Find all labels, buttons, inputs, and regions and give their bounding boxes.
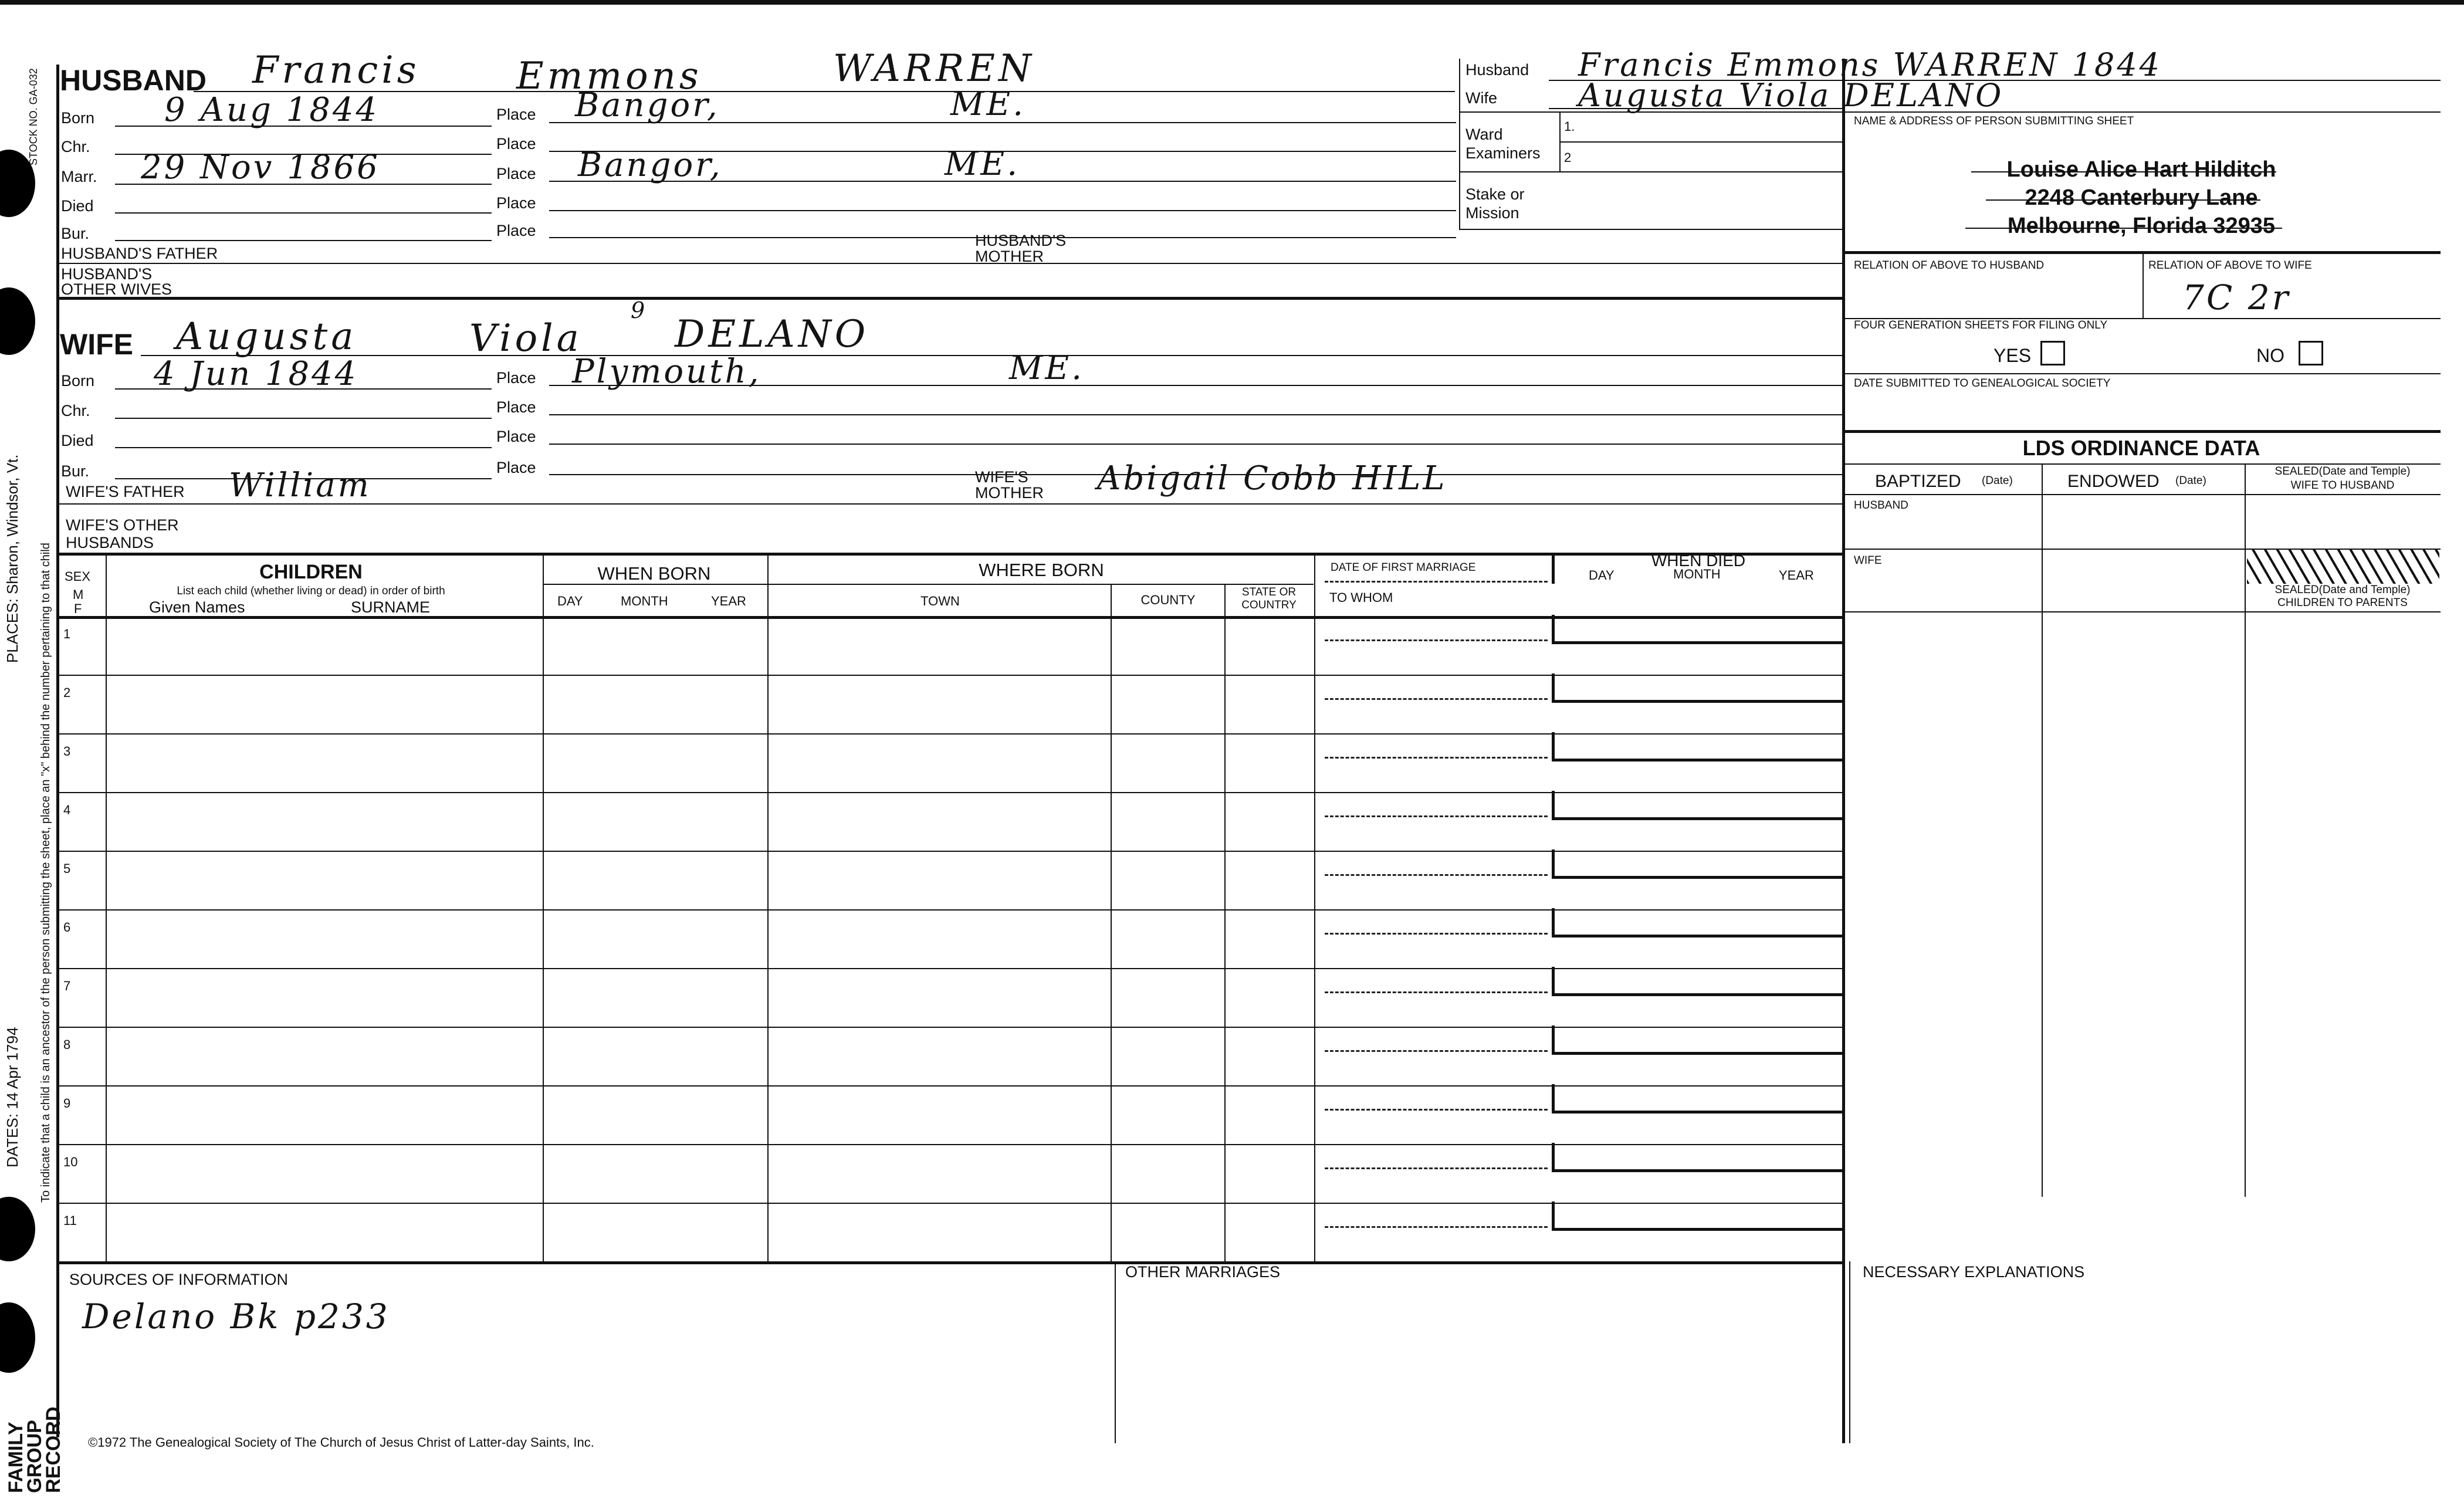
wifes-other-husbands-1: WIFE'S OTHER: [66, 516, 179, 534]
child-row-number: 3: [63, 744, 71, 759]
stake-line: [1459, 229, 1842, 230]
table-subheader-line: [543, 584, 1314, 585]
wife-born-date[interactable]: 4 Jun 1844: [154, 355, 358, 393]
header-wife-label: Wife: [1465, 89, 1497, 107]
w-father-line: [59, 503, 1842, 505]
born-year: YEAR: [711, 594, 746, 608]
child-marriage-dash: [1325, 698, 1548, 700]
lds-baptized: BAPTIZED: [1875, 472, 1961, 491]
wife-surname[interactable]: DELANO: [675, 313, 869, 356]
top-edge: [0, 0, 2464, 5]
strike-1: [1971, 171, 2276, 172]
w-chr-place-line: [549, 414, 1842, 415]
h-died-line: [115, 212, 492, 214]
husband-chr-label: Chr.: [61, 138, 90, 155]
ward-examiner-2[interactable]: 2: [1564, 150, 1572, 165]
left-border: [56, 65, 59, 1437]
wifes-father[interactable]: William: [229, 466, 371, 505]
husbands-other-wives-2: OTHER WIVES: [61, 280, 172, 298]
sex-label: SEX: [65, 569, 91, 584]
child-marriage-dash: [1325, 933, 1548, 935]
husband-marr-place[interactable]: Bangor,: [578, 146, 723, 184]
child-row-number: 6: [63, 920, 71, 935]
child-marriage-dash: [1325, 1226, 1548, 1228]
sex-f: F: [74, 601, 82, 616]
record-title-1: FAMILY: [5, 1421, 27, 1493]
lds-wife-line: [1842, 611, 2441, 612]
table-bottom: [57, 1261, 1843, 1264]
h-died-place-line: [549, 210, 1456, 211]
wifes-mother-label-2: MOTHER: [975, 484, 1044, 502]
col-county-right: [1224, 584, 1226, 1261]
child-died-bracket[interactable]: [1552, 732, 1842, 761]
h-bur-line: [115, 240, 492, 241]
county-label: COUNTY: [1140, 593, 1196, 607]
child-marriage-dash: [1325, 1109, 1548, 1111]
ward-label-2: Examiners: [1465, 144, 1541, 162]
record-title-2: GROUP: [23, 1420, 46, 1493]
child-row-number: 1: [63, 627, 71, 641]
header-wife-value[interactable]: Augusta Viola DELANO: [1578, 77, 2004, 114]
died-month: MONTH: [1673, 567, 1721, 581]
wifes-other-husbands-2: HUSBANDS: [66, 534, 154, 551]
husbands-other-wives-1: HUSBAND'S: [61, 265, 153, 283]
child-marriage-dash: [1325, 991, 1548, 993]
yes-label: YES: [1993, 345, 2032, 366]
lds-header-line: [1842, 494, 2441, 495]
lds-title-line: [1842, 463, 2441, 465]
lds-sealed-2: WIFE TO HUSBAND: [2290, 479, 2395, 492]
lds-sealed-1: SEALED(Date and Temple): [2275, 465, 2411, 478]
child-row-number: 10: [63, 1155, 78, 1169]
w-bur-place-label: Place: [496, 459, 536, 476]
col-born-right: [767, 554, 769, 1261]
col-sex: [106, 554, 107, 1261]
wife-name-line: [141, 355, 1842, 356]
ward-examiner-1[interactable]: 1.: [1564, 119, 1575, 134]
submitter-bottom: [1842, 251, 2441, 254]
children-subheading: List each child (whether living or dead) in order of birth: [177, 585, 445, 597]
four-gen-bottom: [1842, 373, 2441, 374]
stock-number: STOCK NO. GA-032: [28, 68, 39, 165]
given-names-label: Given Names: [149, 598, 245, 616]
child-died-bracket[interactable]: [1552, 791, 1842, 820]
to-whom-label: TO WHOM: [1329, 590, 1393, 605]
husband-born-state[interactable]: ME.: [950, 85, 1026, 123]
col-born-left: [543, 554, 544, 1261]
w-born-place-label: Place: [496, 369, 536, 387]
strike-3: [1965, 228, 2282, 229]
right-panel-top: [1842, 111, 2441, 113]
yes-checkbox[interactable]: [2040, 341, 2065, 365]
wife-born-place[interactable]: Plymouth,: [572, 353, 761, 391]
husband-marr-label: Marr.: [61, 168, 97, 185]
h-father-line: [59, 263, 1842, 264]
lds-sealed-children-2: CHILDREN TO PARENTS: [2277, 597, 2408, 609]
relation-divider: [2143, 252, 2144, 318]
ward-line-1: [1559, 141, 1842, 143]
child-died-bracket[interactable]: [1552, 1025, 1842, 1055]
wife-chr-label: Chr.: [61, 402, 90, 419]
husband-bur-label: Bur.: [61, 225, 90, 242]
town-label: TOWN: [920, 594, 960, 608]
other-marriages-label: OTHER MARRIAGES: [1125, 1263, 1281, 1281]
where-born-heading: WHERE BORN: [979, 560, 1104, 580]
when-died-heading: WHEN DIED: [1651, 551, 1746, 570]
surname-label: SURNAME: [351, 598, 431, 616]
child-row-number: 8: [63, 1037, 71, 1052]
child-row-number: 9: [63, 1096, 71, 1111]
first-marriage-label: DATE OF FIRST MARRIAGE: [1331, 561, 1476, 574]
wife-born-label: Born: [61, 372, 95, 390]
wife-born-state[interactable]: ME.: [1009, 349, 1085, 387]
when-died-left: [1552, 553, 1555, 584]
husband-marr-state[interactable]: ME.: [945, 145, 1020, 183]
h-chr-place-label: Place: [496, 135, 536, 153]
ward-line-2: [1459, 171, 1842, 172]
wife-middle-mark: 9: [631, 297, 648, 323]
submitter-city[interactable]: Melbourne, Florida 32935: [2007, 214, 2276, 238]
wifes-mother[interactable]: Abigail Cobb HILL: [1097, 459, 1447, 497]
submitter-street[interactable]: 2248 Canterbury Lane: [2025, 185, 2258, 210]
children-heading: CHILDREN: [259, 561, 363, 583]
husband-born-date[interactable]: 9 Aug 1844: [164, 91, 380, 129]
husband-died-label: Died: [61, 197, 94, 215]
born-day: DAY: [557, 594, 583, 608]
husband-surname[interactable]: WARREN: [833, 47, 1035, 90]
child-died-bracket[interactable]: [1552, 1143, 1842, 1172]
husband-section-bottom: [57, 297, 1843, 300]
ward-label-1: Ward: [1465, 126, 1503, 143]
punch-hole: [0, 1197, 35, 1261]
wife-heading: WIFE: [60, 328, 133, 361]
wifes-father-label: WIFE'S FATHER: [66, 483, 185, 500]
lds-col-1: [2042, 463, 2043, 1197]
ancestor-instruction: To indicate that a child is an ancestor of the person submitting the sheet, place an "x" behind the number pertaining to that child: [39, 543, 52, 1203]
husbands-father-label: HUSBAND'S FATHER: [61, 245, 218, 262]
child-row-number: 2: [63, 685, 71, 700]
relation-wife-label: RELATION OF ABOVE TO WIFE: [2148, 259, 2312, 272]
sealed-hatch: [2247, 550, 2439, 584]
no-label: NO: [2256, 345, 2284, 366]
child-row-number: 4: [63, 803, 71, 817]
sources-label: SOURCES OF INFORMATION: [69, 1271, 289, 1288]
w-chr-line: [115, 418, 492, 419]
section-divider-right: [1842, 59, 1845, 1443]
child-marriage-dash: [1325, 639, 1548, 641]
sex-m: M: [73, 587, 84, 602]
h-bur-place-label: Place: [496, 222, 536, 239]
col-town-right: [1111, 584, 1112, 1261]
lds-col-2: [2245, 463, 2246, 1197]
husbands-mother-label-1: HUSBAND'S: [975, 232, 1067, 249]
child-row-number: 11: [63, 1213, 77, 1228]
husband-born-place[interactable]: Bangor,: [575, 86, 720, 124]
child-died-bracket[interactable]: [1552, 1084, 1842, 1113]
lds-baptized-date: (Date): [1982, 475, 2013, 487]
header-box-left: [1459, 59, 1460, 230]
child-marriage-dash: [1325, 757, 1548, 759]
stake-label-2: Mission: [1465, 204, 1519, 222]
w-died-place-label: Place: [496, 428, 536, 445]
h-born-place-label: Place: [496, 106, 536, 123]
submitter-name[interactable]: Louise Alice Hart Hilditch: [2006, 157, 2276, 182]
punch-hole: [0, 1302, 35, 1373]
col-state-right: [1314, 554, 1315, 1261]
child-died-bracket[interactable]: [1552, 1201, 1842, 1231]
h-died-place-label: Place: [496, 194, 536, 212]
wifes-mother-label-1: WIFE'S: [975, 468, 1028, 486]
stake-label-1: Stake or: [1465, 185, 1525, 203]
w-died-line: [115, 447, 492, 448]
record-title-3: RECORD: [42, 1406, 65, 1493]
husband-born-label: Born: [61, 109, 95, 127]
header-husband-label: Husband: [1465, 61, 1529, 79]
born-month: MONTH: [621, 594, 668, 608]
header-husband-value[interactable]: Francis Emmons WARREN 1844: [1578, 46, 2162, 83]
explanations-divider: [1849, 1261, 1850, 1443]
other-marriages-divider: [1115, 1261, 1116, 1443]
child-marriage-dash: [1325, 1167, 1548, 1169]
child-died-bracket[interactable]: [1552, 615, 1842, 644]
state-label-2: COUNTRY: [1241, 599, 1297, 611]
when-born-heading: WHEN BORN: [597, 563, 711, 584]
sources-value[interactable]: Delano Bk p233: [82, 1297, 390, 1336]
husband-heading: HUSBAND: [60, 64, 207, 97]
husband-marr-date[interactable]: 29 Nov 1866: [141, 148, 380, 187]
child-marriage-dash: [1325, 815, 1548, 817]
date-submitted-label: DATE SUBMITTED TO GENEALOGICAL SOCIETY: [1854, 377, 2111, 390]
w-died-place-line: [549, 444, 1842, 445]
lds-sealed-children-1: SEALED(Date and Temple): [2275, 584, 2411, 596]
w-chr-place-label: Place: [496, 398, 536, 416]
died-year: YEAR: [1779, 568, 1814, 583]
submitter-title: NAME & ADDRESS OF PERSON SUBMITTING SHEET: [1854, 115, 2134, 127]
dates-note: DATES: 14 Apr 1794: [4, 1027, 21, 1167]
lds-endowed-date: (Date): [2175, 475, 2206, 487]
four-gen-label: FOUR GENERATION SHEETS FOR FILING ONLY: [1854, 319, 2108, 331]
child-marriage-dash: [1325, 874, 1548, 876]
lds-husband-row: HUSBAND: [1854, 499, 1908, 512]
first-marriage-dash: [1325, 581, 1548, 583]
lds-wife-row: WIFE: [1854, 554, 1882, 567]
places-note: PLACES: Sharon, Windsor, Vt.: [4, 454, 21, 663]
died-day: DAY: [1589, 568, 1615, 583]
relation-wife-value[interactable]: 7C 2r: [2182, 277, 2291, 317]
lds-endowed: ENDOWED: [2067, 472, 2160, 491]
wife-middle-name[interactable]: Viola: [469, 317, 583, 360]
h-marr-place-label: Place: [496, 165, 536, 182]
relation-husband-label: RELATION OF ABOVE TO HUSBAND: [1854, 259, 2045, 272]
wife-given-name[interactable]: Augusta: [176, 315, 357, 358]
necessary-explanations-label: NECESSARY EXPLANATIONS: [1863, 1263, 2085, 1281]
child-marriage-dash: [1325, 1050, 1548, 1052]
child-row-number: 7: [63, 979, 71, 993]
punch-hole: [0, 287, 35, 355]
wife-bur-label: Bur.: [61, 462, 90, 480]
child-died-bracket[interactable]: [1552, 849, 1842, 879]
child-died-bracket[interactable]: [1552, 908, 1842, 937]
strike-2: [1986, 199, 2260, 201]
child-died-bracket[interactable]: [1552, 967, 1842, 996]
lds-title: LDS ORDINANCE DATA: [2022, 436, 2260, 460]
state-label-1: STATE OR: [1241, 586, 1297, 598]
copyright: ©1972 The Genealogical Society of The Church of Jesus Christ of Latter-day Saints, Inc.: [88, 1435, 594, 1450]
husband-given-name[interactable]: Francis: [252, 49, 420, 92]
child-row-number: 5: [63, 861, 71, 876]
husband-middle-name[interactable]: Emmons: [516, 55, 702, 98]
no-checkbox[interactable]: [2299, 341, 2323, 365]
husbands-mother-label-2: MOTHER: [975, 248, 1044, 265]
child-died-bracket[interactable]: [1552, 673, 1842, 703]
wife-died-label: Died: [61, 432, 94, 449]
date-submitted-bottom: [1842, 430, 2441, 433]
